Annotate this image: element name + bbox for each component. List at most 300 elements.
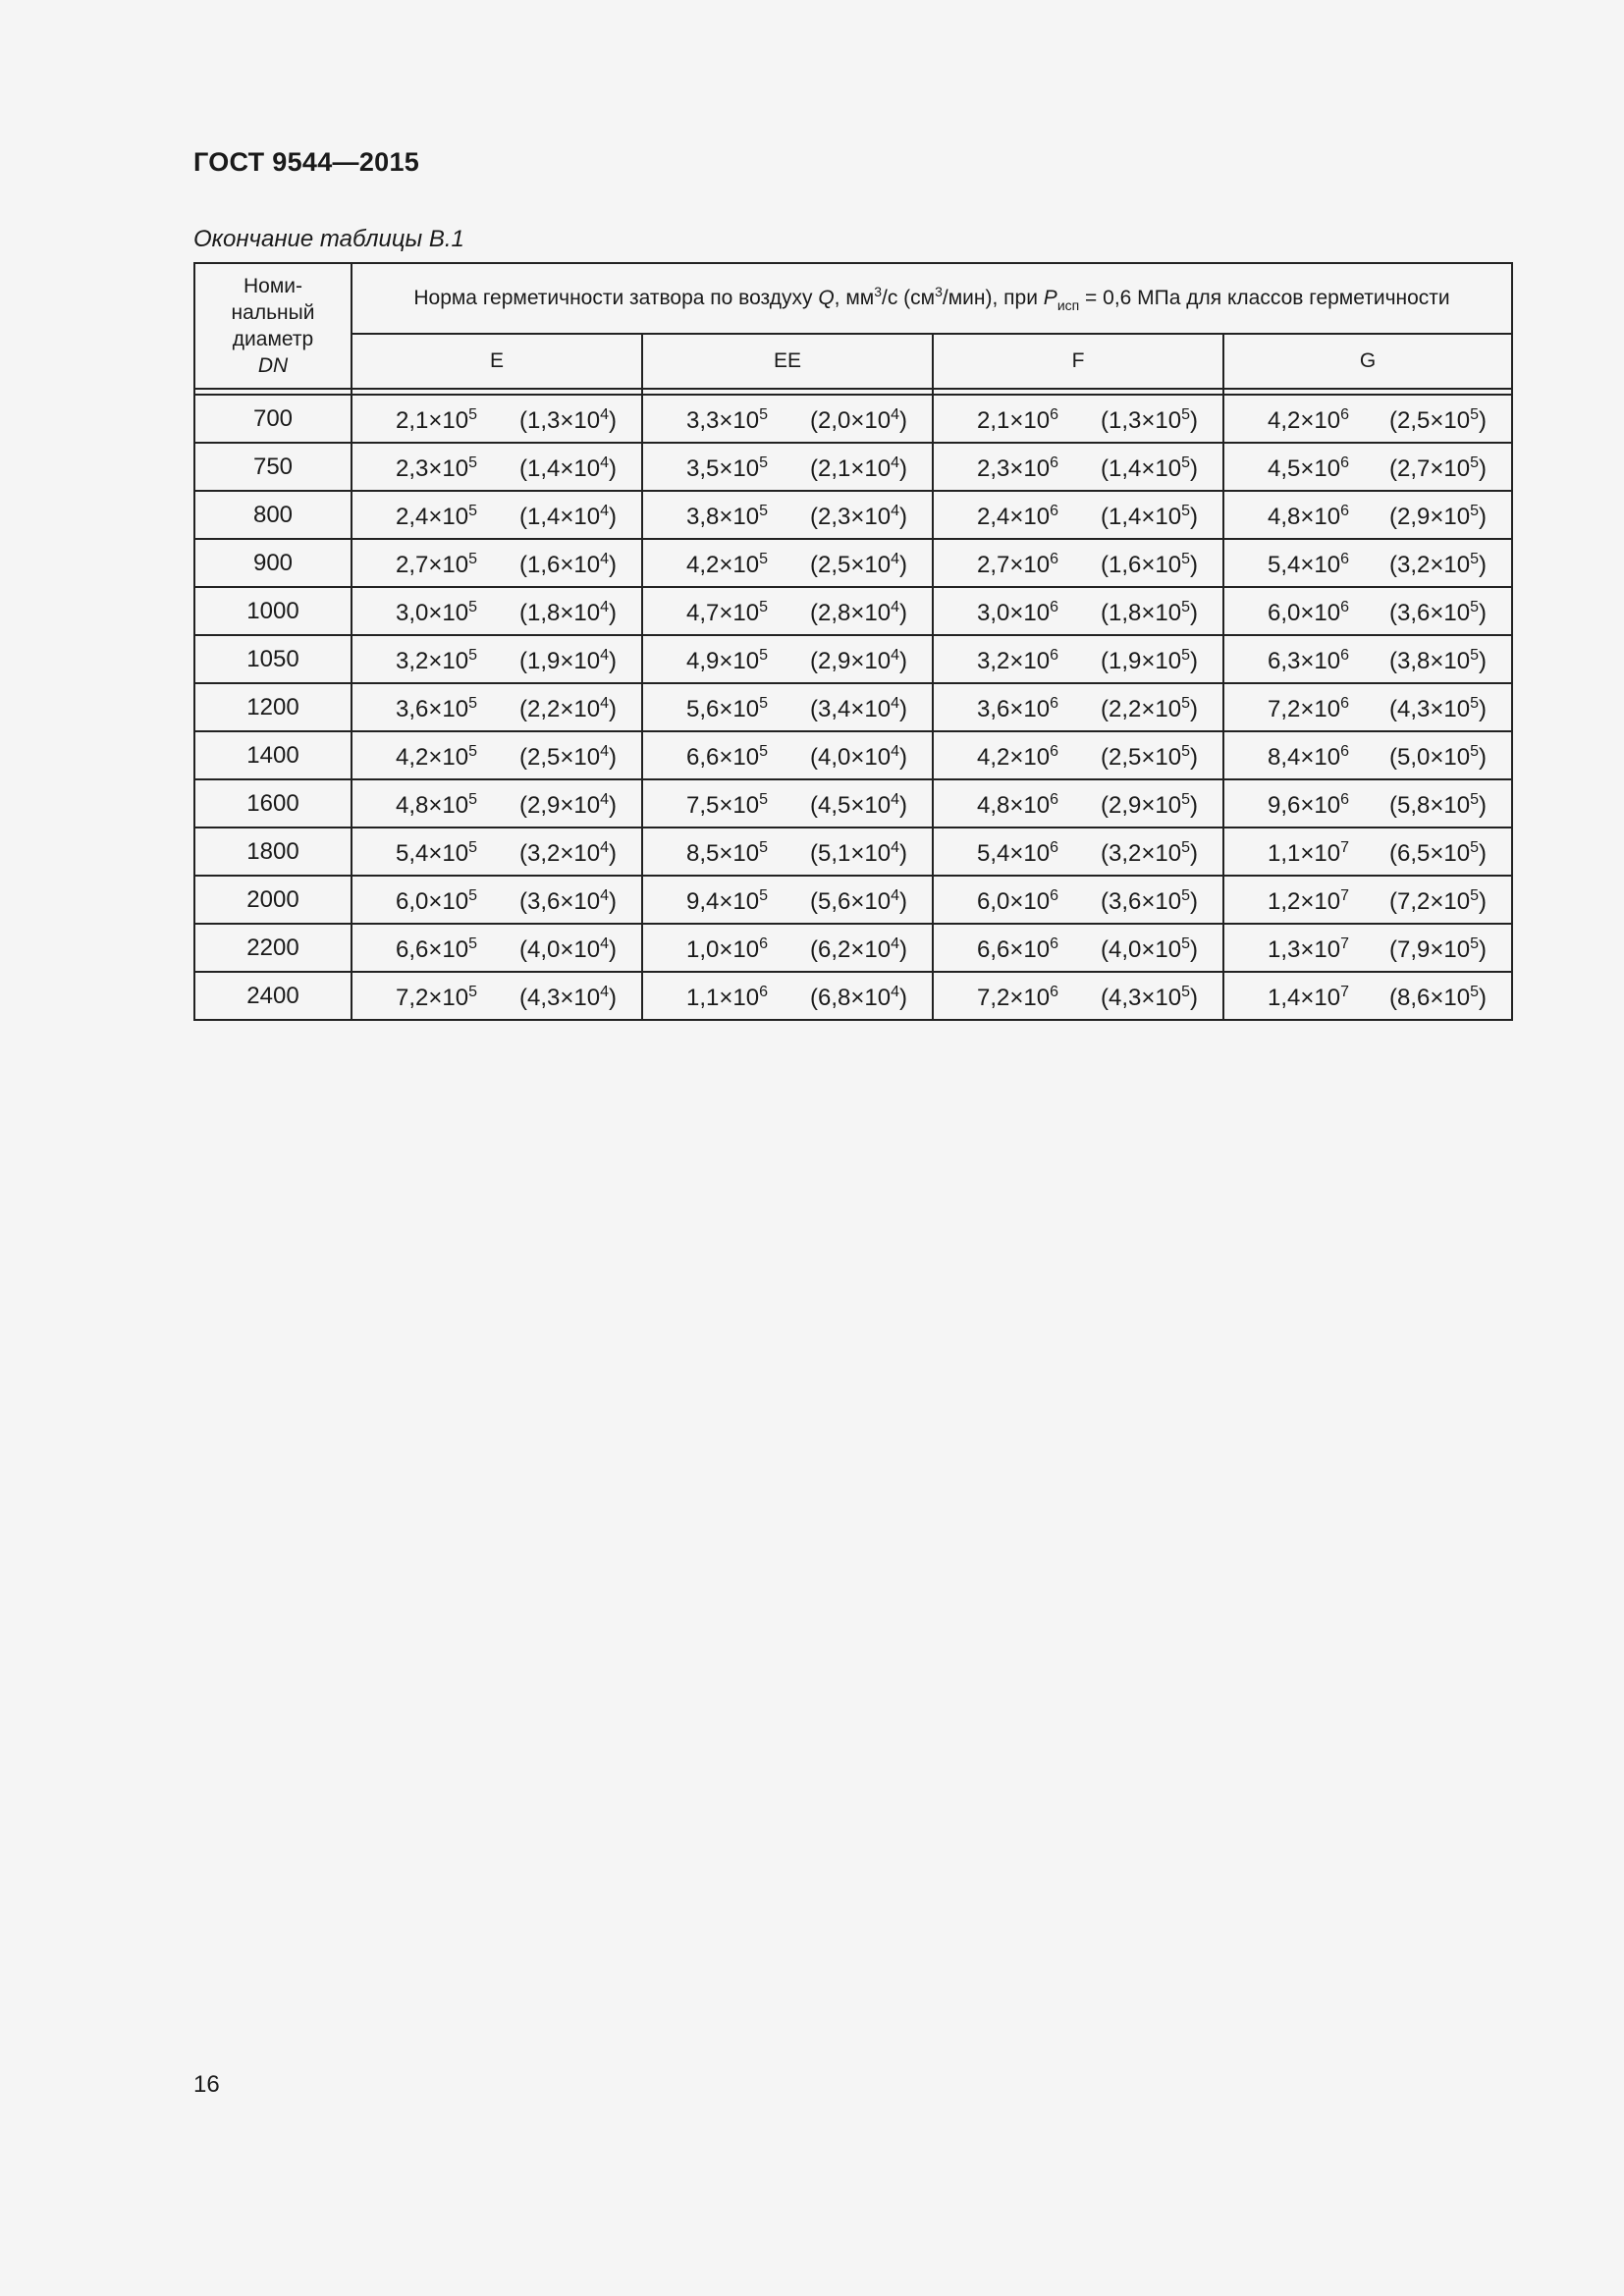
exponent: 5	[468, 743, 477, 760]
value-cm3-per-min	[1389, 552, 1487, 579]
value-cell-e	[352, 443, 642, 491]
leakage-norm-table	[193, 262, 1513, 1021]
value-mm3-per-s	[686, 600, 768, 627]
closing-paren: )	[609, 840, 617, 867]
value-cm3-per-min	[810, 648, 907, 675]
value-cm3-per-min	[1101, 600, 1198, 627]
closing-paren: )	[1190, 648, 1198, 674]
value-cm3-per-min	[810, 407, 907, 435]
mantissa: 5,6×10	[686, 696, 760, 722]
mantissa: 7,2×10	[1268, 696, 1341, 722]
value-cell-ee	[642, 395, 933, 443]
value-mm3-per-s	[686, 696, 768, 723]
mantissa: (1,6×10	[1101, 552, 1182, 578]
exponent: 5	[1181, 791, 1190, 808]
value-mm3-per-s	[977, 696, 1058, 723]
value-cm3-per-min	[810, 888, 907, 916]
mantissa: 6,6×10	[686, 744, 760, 771]
document-code: ГОСТ 9544—2015	[193, 147, 420, 177]
dn-cell: 800	[194, 491, 352, 539]
unit-exponent: 3	[935, 284, 943, 299]
value-cm3-per-min	[810, 936, 907, 964]
mantissa: (2,5×10	[810, 552, 892, 578]
value-cell-f	[933, 443, 1223, 491]
closing-paren: )	[609, 744, 617, 771]
exponent: 5	[1181, 503, 1190, 519]
value-cell-ee	[642, 924, 933, 972]
value-cm3-per-min	[1101, 985, 1198, 1012]
value-mm3-per-s	[396, 888, 477, 916]
value-mm3-per-s	[1268, 504, 1349, 531]
dn-cell: 750	[194, 443, 352, 491]
exponent: 6	[1050, 839, 1058, 856]
value-mm3-per-s	[977, 840, 1058, 868]
value-mm3-per-s	[1268, 455, 1349, 483]
mantissa: (4,0×10	[1101, 936, 1182, 963]
value-mm3-per-s	[396, 936, 477, 964]
value-cm3-per-min	[1389, 504, 1487, 531]
value-mm3-per-s	[686, 985, 768, 1012]
dn-cell: 1050	[194, 635, 352, 683]
exponent: 5	[468, 599, 477, 615]
mantissa: 3,2×10	[396, 648, 469, 674]
class-header-e: E	[352, 334, 642, 389]
value-cm3-per-min	[519, 744, 617, 772]
table-row	[194, 635, 1512, 683]
closing-paren: )	[899, 600, 907, 626]
exponent: 5	[759, 454, 768, 471]
mantissa: (1,6×10	[519, 552, 601, 578]
value-cell-f	[933, 491, 1223, 539]
value-cm3-per-min	[519, 455, 617, 483]
closing-paren: )	[899, 407, 907, 434]
mantissa: 4,8×10	[396, 792, 469, 819]
exponent: 5	[759, 551, 768, 567]
mantissa: (2,9×10	[810, 648, 892, 674]
value-cm3-per-min	[1101, 504, 1198, 531]
mantissa: (4,5×10	[810, 792, 892, 819]
dn-cell: 1000	[194, 587, 352, 635]
mantissa: 5,4×10	[977, 840, 1051, 867]
value-mm3-per-s	[1268, 407, 1349, 435]
value-cell-ee	[642, 972, 933, 1020]
exponent: 6	[1340, 791, 1349, 808]
exponent: 5	[1181, 984, 1190, 1000]
value-cell-g	[1223, 683, 1512, 731]
value-cell-g	[1223, 395, 1512, 443]
value-cell-f	[933, 395, 1223, 443]
value-cm3-per-min	[1389, 407, 1487, 435]
mantissa: (1,3×10	[519, 407, 601, 434]
mantissa: 3,2×10	[977, 648, 1051, 674]
exponent: 5	[759, 695, 768, 712]
value-cm3-per-min	[1101, 552, 1198, 579]
mantissa: 7,2×10	[977, 985, 1051, 1011]
value-cm3-per-min	[519, 407, 617, 435]
value-mm3-per-s	[977, 552, 1058, 579]
value-cell-g	[1223, 539, 1512, 587]
exponent: 5	[759, 887, 768, 904]
closing-paren: )	[1190, 600, 1198, 626]
value-cell-g	[1223, 924, 1512, 972]
value-cm3-per-min	[1101, 936, 1198, 964]
dn-header-line: диаметр	[232, 328, 314, 350]
mantissa: 4,2×10	[1268, 407, 1341, 434]
exponent: 5	[759, 791, 768, 808]
exponent: 5	[1181, 599, 1190, 615]
value-cell-ee	[642, 587, 933, 635]
mantissa: 4,2×10	[396, 744, 469, 771]
value-cell-f	[933, 539, 1223, 587]
value-cm3-per-min	[1389, 648, 1487, 675]
value-cm3-per-min	[1389, 600, 1487, 627]
value-mm3-per-s	[977, 504, 1058, 531]
mantissa: 7,2×10	[396, 985, 469, 1011]
mantissa: 4,5×10	[1268, 455, 1341, 482]
value-cell-e	[352, 924, 642, 972]
value-mm3-per-s	[977, 648, 1058, 675]
closing-paren: )	[609, 552, 617, 578]
value-cm3-per-min	[1389, 696, 1487, 723]
exponent: 6	[1050, 503, 1058, 519]
exponent: 4	[600, 503, 609, 519]
exponent: 5	[468, 503, 477, 519]
mantissa: 5,4×10	[396, 840, 469, 867]
value-cell-e	[352, 779, 642, 828]
mantissa: (1,3×10	[1101, 407, 1182, 434]
closing-paren: )	[609, 792, 617, 819]
value-cm3-per-min	[519, 888, 617, 916]
value-mm3-per-s	[977, 936, 1058, 964]
value-cell-e	[352, 587, 642, 635]
exponent: 5	[468, 887, 477, 904]
value-cm3-per-min	[810, 985, 907, 1012]
value-cm3-per-min	[1101, 648, 1198, 675]
exponent: 4	[600, 839, 609, 856]
mantissa: 1,1×10	[1268, 840, 1341, 867]
exponent: 5	[1470, 406, 1479, 423]
closing-paren: )	[1479, 648, 1487, 674]
exponent: 6	[1050, 984, 1058, 1000]
exponent: 6	[1050, 454, 1058, 471]
value-cm3-per-min	[519, 552, 617, 579]
value-mm3-per-s	[686, 648, 768, 675]
mantissa: (2,5×10	[1101, 744, 1182, 771]
value-mm3-per-s	[977, 455, 1058, 483]
value-mm3-per-s	[396, 744, 477, 772]
exponent: 4	[891, 839, 899, 856]
mantissa: 3,8×10	[686, 504, 760, 530]
closing-paren: )	[1479, 504, 1487, 530]
unit-exponent: 3	[874, 284, 882, 299]
mantissa: 6,0×10	[1268, 600, 1341, 626]
mantissa: 6,0×10	[396, 888, 469, 915]
closing-paren: )	[1190, 888, 1198, 915]
value-cm3-per-min	[519, 936, 617, 964]
exponent: 5	[1470, 599, 1479, 615]
norm-header-text: , мм	[834, 287, 875, 309]
mantissa: (3,6×10	[1389, 600, 1471, 626]
mantissa: 3,6×10	[977, 696, 1051, 722]
exponent: 6	[1050, 887, 1058, 904]
mantissa: 4,9×10	[686, 648, 760, 674]
closing-paren: )	[1479, 936, 1487, 963]
mantissa: (8,6×10	[1389, 985, 1471, 1011]
value-cell-ee	[642, 539, 933, 587]
norm-header-text: /мин), при	[942, 287, 1044, 309]
value-cell-f	[933, 876, 1223, 924]
value-cell-f	[933, 779, 1223, 828]
mantissa: (7,2×10	[1389, 888, 1471, 915]
exponent: 6	[1340, 647, 1349, 664]
exponent: 4	[891, 695, 899, 712]
value-cm3-per-min	[519, 840, 617, 868]
dn-cell: 2200	[194, 924, 352, 972]
closing-paren: )	[1190, 936, 1198, 963]
exponent: 5	[759, 406, 768, 423]
value-cm3-per-min	[1389, 936, 1487, 964]
closing-paren: )	[899, 792, 907, 819]
value-mm3-per-s	[686, 840, 768, 868]
exponent: 7	[1340, 984, 1349, 1000]
closing-paren: )	[609, 455, 617, 482]
mantissa: (4,3×10	[1101, 985, 1182, 1011]
mantissa: 2,3×10	[977, 455, 1051, 482]
exponent: 5	[1181, 647, 1190, 664]
value-mm3-per-s	[396, 840, 477, 868]
mantissa: (2,2×10	[519, 696, 601, 722]
exponent: 6	[1340, 454, 1349, 471]
mantissa: (1,9×10	[1101, 648, 1182, 674]
mantissa: (2,8×10	[810, 600, 892, 626]
value-mm3-per-s	[396, 455, 477, 483]
class-header-g: G	[1223, 334, 1512, 389]
mantissa: (2,5×10	[519, 744, 601, 771]
closing-paren: )	[1190, 696, 1198, 722]
value-cell-ee	[642, 876, 933, 924]
mantissa: (1,8×10	[519, 600, 601, 626]
mantissa: (5,8×10	[1389, 792, 1471, 819]
mantissa: (3,6×10	[1101, 888, 1182, 915]
exponent: 4	[891, 935, 899, 952]
exponent: 5	[759, 503, 768, 519]
closing-paren: )	[609, 985, 617, 1011]
mantissa: (5,1×10	[810, 840, 892, 867]
value-mm3-per-s	[1268, 744, 1349, 772]
mantissa: (3,2×10	[1101, 840, 1182, 867]
value-cm3-per-min	[1101, 840, 1198, 868]
dn-header-line: нальный	[231, 301, 315, 324]
exponent: 5	[1181, 454, 1190, 471]
exponent: 5	[1470, 647, 1479, 664]
value-cm3-per-min	[1389, 985, 1487, 1012]
value-mm3-per-s	[1268, 888, 1349, 916]
value-cm3-per-min	[1101, 407, 1198, 435]
mantissa: (1,4×10	[1101, 455, 1182, 482]
table-row	[194, 491, 1512, 539]
exponent: 5	[759, 743, 768, 760]
mantissa: 4,7×10	[686, 600, 760, 626]
dn-cell: 1800	[194, 828, 352, 876]
closing-paren: )	[1479, 407, 1487, 434]
closing-paren: )	[1190, 840, 1198, 867]
closing-paren: )	[1190, 985, 1198, 1011]
closing-paren: )	[899, 455, 907, 482]
value-mm3-per-s	[977, 792, 1058, 820]
value-cm3-per-min	[1389, 455, 1487, 483]
exponent: 4	[891, 551, 899, 567]
mantissa: 4,8×10	[977, 792, 1051, 819]
norm-header-text: Норма герметичности затвора по воздуху	[413, 287, 819, 309]
mantissa: (6,2×10	[810, 936, 892, 963]
value-cm3-per-min	[810, 744, 907, 772]
exponent: 6	[1050, 743, 1058, 760]
closing-paren: )	[899, 936, 907, 963]
exponent: 5	[468, 839, 477, 856]
mantissa: 3,6×10	[396, 696, 469, 722]
mantissa: 4,8×10	[1268, 504, 1341, 530]
mantissa: 8,5×10	[686, 840, 760, 867]
value-mm3-per-s	[1268, 985, 1349, 1012]
exponent: 5	[759, 599, 768, 615]
dn-cell: 700	[194, 395, 352, 443]
exponent: 5	[468, 406, 477, 423]
closing-paren: )	[899, 985, 907, 1011]
exponent: 4	[891, 743, 899, 760]
exponent: 5	[468, 935, 477, 952]
mantissa: (6,8×10	[810, 985, 892, 1011]
closing-paren: )	[899, 888, 907, 915]
table-row	[194, 587, 1512, 635]
exponent: 4	[600, 887, 609, 904]
value-cell-g	[1223, 491, 1512, 539]
value-cm3-per-min	[810, 840, 907, 868]
value-mm3-per-s	[1268, 648, 1349, 675]
exponent: 7	[1340, 839, 1349, 856]
dn-header-line: Номи-	[243, 275, 302, 297]
exponent: 5	[468, 454, 477, 471]
mantissa: 2,1×10	[977, 407, 1051, 434]
mantissa: (1,4×10	[519, 455, 601, 482]
exponent: 5	[1181, 743, 1190, 760]
value-mm3-per-s	[396, 696, 477, 723]
mantissa: (6,5×10	[1389, 840, 1471, 867]
exponent: 4	[600, 454, 609, 471]
exponent: 4	[600, 743, 609, 760]
exponent: 6	[1050, 935, 1058, 952]
norm-header	[352, 263, 1512, 334]
mantissa: 8,4×10	[1268, 744, 1341, 771]
value-cell-g	[1223, 443, 1512, 491]
value-mm3-per-s	[396, 600, 477, 627]
dn-cell: 1400	[194, 731, 352, 779]
exponent: 4	[891, 599, 899, 615]
value-cm3-per-min	[519, 792, 617, 820]
mantissa: 2,1×10	[396, 407, 469, 434]
value-cm3-per-min	[1389, 744, 1487, 772]
value-mm3-per-s	[686, 744, 768, 772]
exponent: 4	[600, 695, 609, 712]
value-cell-e	[352, 491, 642, 539]
closing-paren: )	[1190, 455, 1198, 482]
value-cell-e	[352, 972, 642, 1020]
exponent: 5	[1470, 454, 1479, 471]
exponent: 6	[759, 984, 768, 1000]
exponent: 5	[468, 647, 477, 664]
p-subscript: исп	[1056, 297, 1080, 313]
value-cm3-per-min	[810, 696, 907, 723]
closing-paren: )	[609, 600, 617, 626]
mantissa: (2,2×10	[1101, 696, 1182, 722]
value-cell-e	[352, 635, 642, 683]
value-mm3-per-s	[396, 504, 477, 531]
dn-column-header	[194, 263, 352, 389]
mantissa: (2,9×10	[1101, 792, 1182, 819]
exponent: 5	[1470, 887, 1479, 904]
closing-paren: )	[609, 888, 617, 915]
value-cell-ee	[642, 443, 933, 491]
exponent: 5	[1470, 984, 1479, 1000]
mantissa: 3,5×10	[686, 455, 760, 482]
mantissa: 3,3×10	[686, 407, 760, 434]
table-row	[194, 731, 1512, 779]
mantissa: 6,0×10	[977, 888, 1051, 915]
closing-paren: )	[1190, 407, 1198, 434]
exponent: 5	[468, 791, 477, 808]
mantissa: (4,3×10	[519, 985, 601, 1011]
mantissa: 4,2×10	[977, 744, 1051, 771]
table-row	[194, 972, 1512, 1020]
exponent: 5	[1181, 551, 1190, 567]
mantissa: (2,9×10	[519, 792, 601, 819]
dn-cell: 900	[194, 539, 352, 587]
value-cm3-per-min	[519, 696, 617, 723]
value-cm3-per-min	[1389, 888, 1487, 916]
mantissa: 2,7×10	[977, 552, 1051, 578]
value-cell-f	[933, 731, 1223, 779]
mantissa: (1,9×10	[519, 648, 601, 674]
exponent: 4	[600, 647, 609, 664]
exponent: 4	[891, 791, 899, 808]
mantissa: (5,6×10	[810, 888, 892, 915]
value-cm3-per-min	[519, 985, 617, 1012]
closing-paren: )	[1190, 792, 1198, 819]
table-caption: Окончание таблицы В.1	[193, 226, 464, 252]
value-cell-ee	[642, 779, 933, 828]
closing-paren: )	[899, 648, 907, 674]
exponent: 4	[891, 984, 899, 1000]
exponent: 5	[1470, 839, 1479, 856]
exponent: 6	[1050, 599, 1058, 615]
exponent: 5	[1181, 887, 1190, 904]
exponent: 5	[1181, 935, 1190, 952]
value-cell-f	[933, 972, 1223, 1020]
exponent: 4	[891, 647, 899, 664]
mantissa: (1,4×10	[519, 504, 601, 530]
norm-header-text: = 0,6 МПа для классов герметичности	[1079, 287, 1450, 309]
value-cm3-per-min	[1101, 696, 1198, 723]
mantissa: 2,4×10	[396, 504, 469, 530]
value-cell-f	[933, 587, 1223, 635]
value-mm3-per-s	[396, 985, 477, 1012]
closing-paren: )	[899, 552, 907, 578]
mantissa: (4,0×10	[810, 744, 892, 771]
closing-paren: )	[609, 936, 617, 963]
value-cm3-per-min	[519, 648, 617, 675]
value-cm3-per-min	[1101, 455, 1198, 483]
mantissa: 7,5×10	[686, 792, 760, 819]
mantissa: (2,0×10	[810, 407, 892, 434]
